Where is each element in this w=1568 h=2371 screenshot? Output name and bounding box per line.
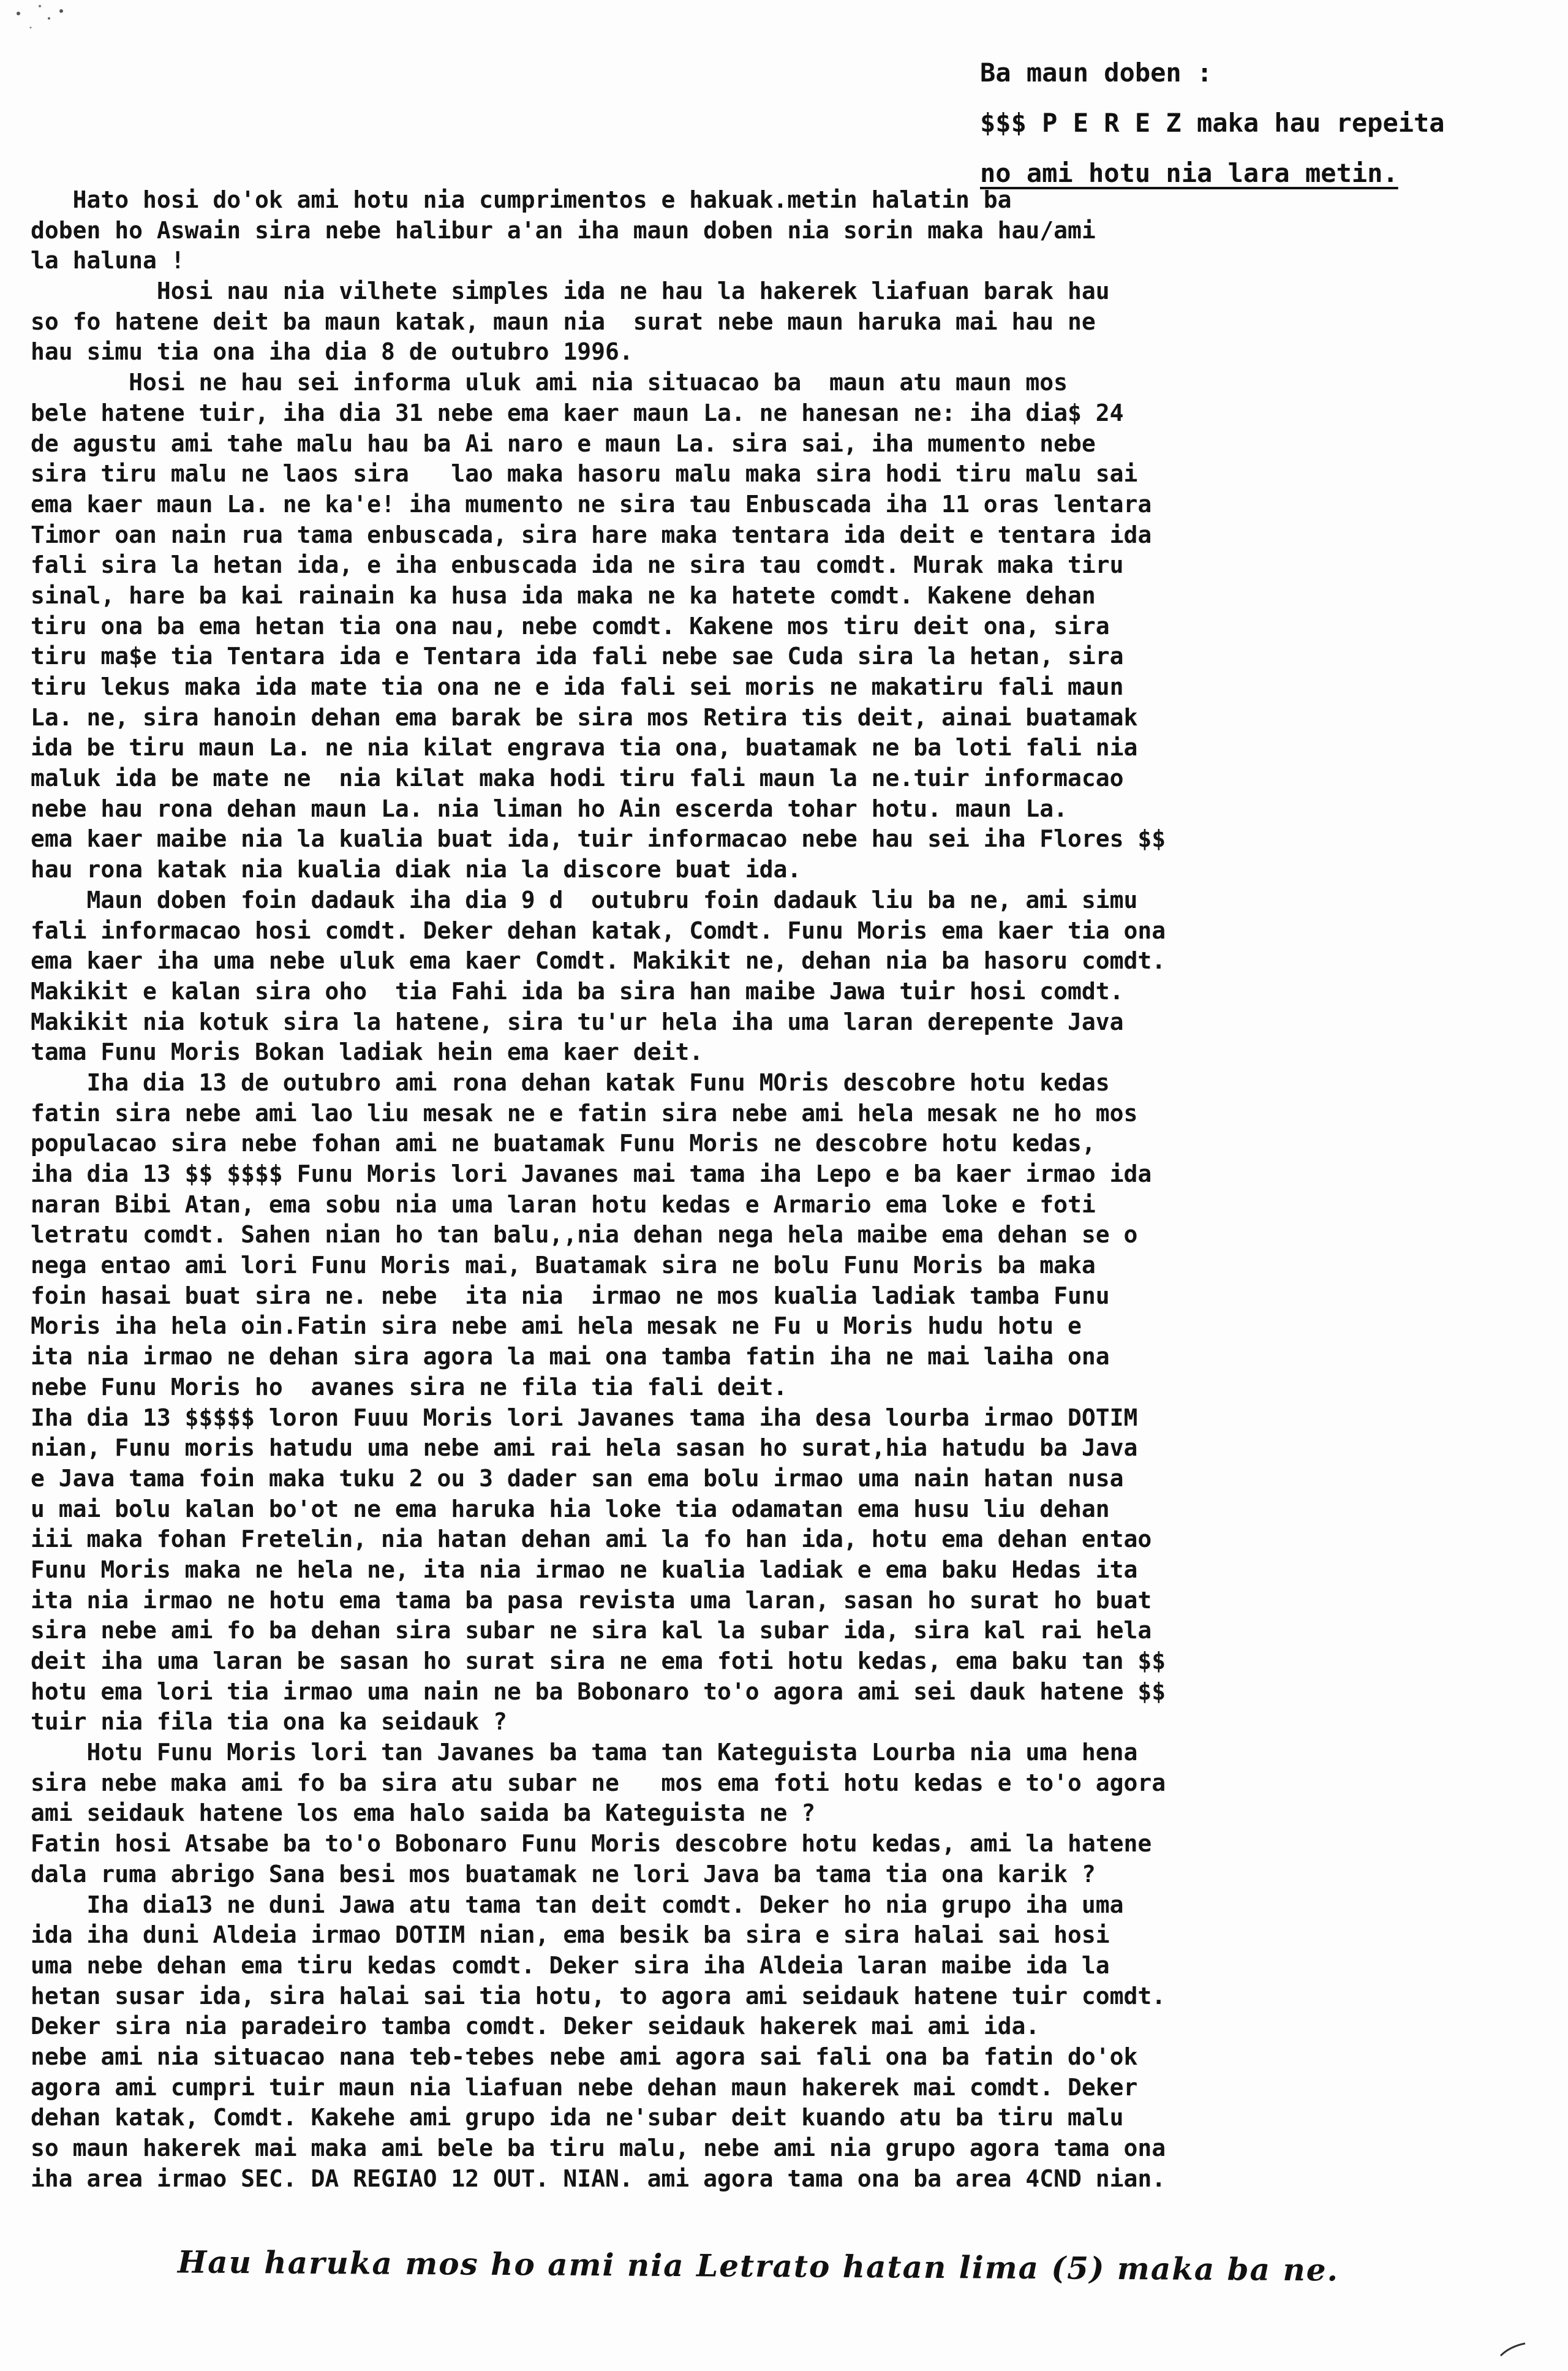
letter-line: so maun hakerek mai maka ami bele ba tiru malu, nebe ami nia grupo agora tama ona (31, 2135, 1166, 2161)
salutation: Ba maun doben : (980, 58, 1213, 88)
letter-line: hotu ema lori tia irmao uma nain ne ba Bobonaro to'o agora ami sei dauk hatene $$ (31, 1677, 1166, 1705)
letter-line: Hotu Funu Moris lori tan Javanes ba tama tan Kateguista Lourba nia uma hena (31, 1739, 1138, 1766)
handwritten-note: Hau haruka mos ho ami nia Letrato hatan lima (5) maka ba ne. (177, 2244, 1340, 2288)
letter-line: nebe Funu Moris ho avanes sira ne fila tia fali deit. (31, 1373, 788, 1401)
letter-line: fali sira la hetan ida, e iha enbuscada ida ne sira tau comdt. Murak maka tiru (31, 551, 1124, 579)
letter-body (31, 185, 1544, 2194)
letter-line: tama Funu Moris Bokan ladiak hein ema kaer deit. (31, 1038, 704, 1066)
letter-line: nebe hau rona dehan maun La. nia liman ho Ain escerda tohar hotu. maun La. (31, 795, 1068, 822)
letter-line: bele hatene tuir, iha dia 31 nebe ema kaer maun La. ne hanesan ne: iha dia$ 24 (31, 399, 1124, 426)
letter-line: iii maka fohan Fretelin, nia hatan dehan ami la fo han ida, hotu ema dehan entao (31, 1526, 1152, 1553)
sender-line: $$$ P E R E Z maka hau repeita (980, 108, 1445, 138)
letter-line: agora ami cumpri tuir maun nia liafuan nebe dehan maun hakerek mai comdt. Deker (31, 2073, 1138, 2101)
letter-line: La. ne, sira hanoin dehan ema barak be sira mos Retira tis deit, ainai buatamak (31, 703, 1138, 731)
letter-line: Funu Moris maka ne hela ne, ita nia irmao ne kualia ladiak e ema baku Hedas ita (31, 1556, 1138, 1583)
letter-line: fatin sira nebe ami lao liu mesak ne e fatin sira nebe ami hela mesak ne ho mos (31, 1099, 1138, 1127)
letter-line: Hosi ne hau sei informa uluk ami nia situacao ba maun atu maun mos (31, 369, 1068, 396)
letter-line: Timor oan nain rua tama enbuscada, sira hare maka tentara ida deit e tentara ida (31, 521, 1152, 548)
letter-line: hau simu tia ona iha dia 8 de outubro 1996. (31, 338, 633, 366)
letter-line: tiru ona ba ema hetan tia ona nau, nebe comdt. Kakene mos tiru deit ona, sira (31, 612, 1110, 640)
letter-line: sira nebe ami fo ba dehan sira subar ne sira kal la subar ida, sira kal rai hela (31, 1617, 1152, 1644)
letter-line: tiru lekus maka ida mate tia ona ne e ida fali sei moris ne makatiru fali maun (31, 673, 1124, 700)
letter-line: dehan katak, Comdt. Kakehe ami grupo ida ne'subar deit kuando atu ba tiru malu (31, 2104, 1124, 2131)
letter-line: populacao sira nebe fohan ami ne buatamak Funu Moris ne descobre hotu kedas, (31, 1130, 1096, 1157)
letter-line: sira nebe maka ami fo ba sira atu subar ne mos ema foti hotu kedas e to'o agora (31, 1769, 1166, 1796)
letter-line: nian, Funu moris hatudu uma nebe ami rai hela sasan ho surat,hia hatudu ba Java (31, 1434, 1138, 1462)
letter-line: iha area irmao SEC. DA REGIAO 12 OUT. NIAN. ami agora tama ona ba area 4CND nian. (31, 2165, 1166, 2192)
letter-line: ema kaer maibe nia la kualia buat ida, tuir informacao nebe hau sei iha Flores $$ (31, 825, 1166, 853)
letter-line: Makikit nia kotuk sira la hatene, sira tu'ur hela iha uma laran derepente Java (31, 1008, 1124, 1035)
letter-line: nega entao ami lori Funu Moris mai, Buatamak sira ne bolu Funu Moris ba maka (31, 1252, 1096, 1279)
letter-line: foin hasai buat sira ne. nebe ita nia irmao ne mos kualia ladiak tamba Funu (31, 1282, 1110, 1309)
letter-line: ita nia irmao ne hotu ema tama ba pasa revista uma laran, sasan ho surat ho buat (31, 1586, 1152, 1614)
letter-line: letratu comdt. Sahen nian ho tan balu,,nia dehan nega hela maibe ema dehan se o (31, 1221, 1138, 1249)
letter-line: Maun doben foin dadauk iha dia 9 d outubru foin dadauk liu ba ne, ami simu (31, 886, 1138, 913)
letter-line: uma nebe dehan ema tiru kedas comdt. Deker sira iha Aldeia laran maibe ida la (31, 1951, 1110, 1979)
letter-line: Hato hosi do'ok ami hotu nia cumprimentos e hakuak.metin halatin ba (31, 186, 1012, 213)
greeting-line: no ami hotu nia lara metin. (980, 158, 1398, 188)
letter-line: maluk ida be mate ne nia kilat maka hodi tiru fali maun la ne.tuir informacao (31, 765, 1124, 792)
letter-line: Moris iha hela oin.Fatin sira nebe ami hela mesak ne Fu u Moris hudu hotu e (31, 1312, 1082, 1340)
letter-line: nebe ami nia situacao nana teb-tebes nebe ami agora sai fali ona ba fatin do'ok (31, 2043, 1138, 2070)
letter-line: de agustu ami tahe malu hau ba Ai naro e maun La. sira sai, iha mumento nebe (31, 429, 1096, 457)
letter-line: ida be tiru maun La. ne nia kilat engrava tia ona, buatamak ne ba loti fali nia (31, 734, 1138, 762)
letter-header (980, 48, 1531, 199)
letter-line: ema kaer maun La. ne ka'e! iha mumento ne sira tau Enbuscada iha 11 oras lentara (31, 490, 1152, 518)
letter-line: sira tiru malu ne laos sira lao maka hasoru malu maka sira hodi tiru malu sai (31, 460, 1138, 488)
letter-line: tuir nia fila tia ona ka seidauk ? (31, 1708, 507, 1736)
letter-line: tiru ma$e tia Tentara ida e Tentara ida fali nebe sae Cuda sira la hetan, sira (31, 643, 1124, 670)
letter-line: Deker sira nia paradeiro tamba comdt. Deker seidauk hakerek mai ami ida. (31, 2013, 1040, 2040)
letter-line: Makikit e kalan sira oho tia Fahi ida ba sira han maibe Jawa tuir hosi comdt. (31, 977, 1124, 1005)
letter-line: ita nia irmao ne dehan sira agora la mai ona tamba fatin iha ne mai laiha ona (31, 1343, 1110, 1371)
letter-line: naran Bibi Atan, ema sobu nia uma laran hotu kedas e Armario ema loke e foti (31, 1190, 1096, 1218)
corner-mark (1494, 2340, 1531, 2359)
letter-line: sinal, hare ba kai rainain ka husa ida maka ne ka hatete comdt. Kakene dehan (31, 581, 1096, 609)
letter-line: fali informacao hosi comdt. Deker dehan katak, Comdt. Funu Moris ema kaer tia ona (31, 917, 1166, 944)
letter-line: ema kaer iha uma nebe uluk ema kaer Comdt. Makikit ne, dehan nia ba hasoru comdt. (31, 947, 1166, 975)
letter-line: ida iha duni Aldeia irmao DOTIM nian, ema besik ba sira e sira halai sai hosi (31, 1921, 1110, 1949)
letter-line: ami seidauk hatene los ema halo saida ba Kateguista ne ? (31, 1799, 816, 1827)
letter-line: iha dia 13 $$ $$$$ Funu Moris lori Javanes mai tama iha Lepo e ba kaer irmao ida (31, 1160, 1152, 1187)
letter-line: doben ho Aswain sira nebe halibur a'an iha maun doben nia sorin maka hau/ami (31, 216, 1096, 244)
letter-line: u mai bolu kalan bo'ot ne ema haruka hia loke tia odamatan ema husu liu dehan (31, 1495, 1110, 1522)
letter-line: Hosi nau nia vilhete simples ida ne hau la hakerek liafuan barak hau (31, 278, 1110, 305)
letter-line: hau rona katak nia kualia diak nia la discore buat ida. (31, 856, 802, 883)
letter-line: la haluna ! (31, 247, 185, 274)
letter-line: e Java tama foin maka tuku 2 ou 3 dader san ema bolu irmao uma nain hatan nusa (31, 1464, 1124, 1492)
corner-specks (6, 0, 80, 49)
letter-line: Fatin hosi Atsabe ba to'o Bobonaro Funu Moris descobre hotu kedas, ami la hatene (31, 1830, 1152, 1858)
letter-line: Iha dia 13 $$$$$ loron Fuuu Moris lori Javanes tama iha desa lourba irmao DOTIM (31, 1404, 1138, 1431)
letter-line: Iha dia13 ne duni Jawa atu tama tan deit comdt. Deker ho nia grupo iha uma (31, 1891, 1124, 1918)
letter-line: dala ruma abrigo Sana besi mos buatamak ne lori Java ba tama tia ona karik ? (31, 1860, 1096, 1888)
letter-line: so fo hatene deit ba maun katak, maun nia surat nebe maun haruka mai hau ne (31, 308, 1096, 335)
letter-line: hetan susar ida, sira halai sai tia hotu, to agora ami seidauk hatene tuir comdt. (31, 1982, 1166, 2010)
letter-line: deit iha uma laran be sasan ho surat sira ne ema foti hotu kedas, ema baku tan $$ (31, 1647, 1166, 1674)
letter-line: Iha dia 13 de outubro ami rona dehan katak Funu MOris descobre hotu kedas (31, 1068, 1110, 1096)
